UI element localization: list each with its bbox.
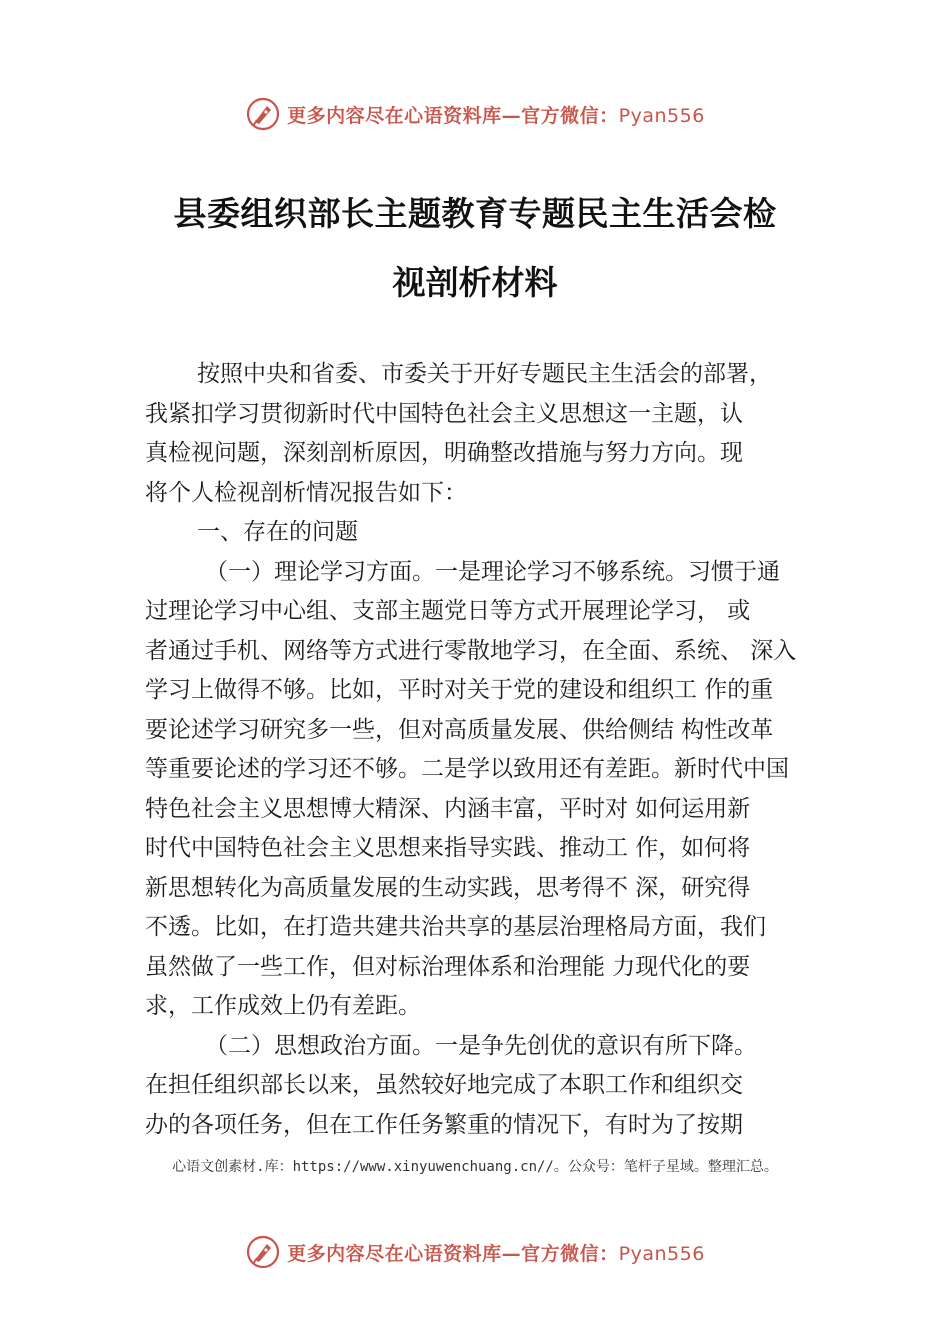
body-line: 真检视问题，深刻剖析原因，明确整改措施与努力方向。现 [145, 440, 743, 466]
body-line: 学习上做得不够。比如，平时对关于党的建设和组织工 作的重 [145, 677, 774, 703]
body-line: 按照中央和省委、市委关于开好专题民主生活会的部署， [197, 361, 772, 387]
body-line: （一）理论学习方面。一是理论学习不够系统。习惯于通 [205, 558, 780, 585]
body-line: 在担任组织部长以来，虽然较好地完成了本职工作和组织交 [145, 1072, 743, 1098]
document-title-line-1: 县委组织部长主题教育专题民主生活会检 [173, 194, 777, 233]
body-line: 求，工作成效上仍有差距。 [145, 993, 421, 1019]
body-line: 要论述学习研究多一些，但对高质量发展、供给侧结 构性改革 [145, 716, 774, 743]
banner-text: 更多内容尽在心语资料库—官方微信：Pyan556 [287, 1242, 705, 1265]
footer-banner [0, 1232, 950, 1272]
body-line: 将个人检视剖析情况报告如下： [145, 479, 467, 506]
body-line: 时代中国特色社会主义思想来指导实践、推动工 作，如何将 [145, 835, 751, 861]
body-line: （二）思想政治方面。一是争先创优的意识有所下降。 [205, 1032, 757, 1059]
body-line: 者通过手机、网络等方式进行零散地学习，在全面、系统、 深入 [145, 637, 797, 664]
header-banner [0, 94, 950, 134]
pen-nib-logo-icon [245, 1234, 281, 1270]
body-line: 我紧扣学习贯彻新时代中国特色社会主义思想这一主题，认 [145, 400, 743, 427]
source-footnote: 心语文创素材.库：https://www.xinyuwenchuang.cn//。公众号：笔杆子星域。整理汇总。 [172, 1159, 778, 1175]
banner-text: 更多内容尽在心语资料库—官方微信：Pyan556 [287, 104, 705, 127]
banner-wechat-id: Pyan556 [618, 104, 705, 127]
body-line: 虽然做了一些工作，但对标治理体系和治理能 力现代化的要 [145, 953, 751, 980]
banner-wechat-id: Pyan556 [618, 1242, 705, 1265]
body-line: 等重要论述的学习还不够。二是学以致用还有差距。新时代中国 [145, 756, 789, 782]
document-body [145, 355, 835, 1145]
body-line: 特色社会主义思想博大精深、内涵丰富，平时对 如何运用新 [145, 795, 751, 822]
body-line: 办的各项任务，但在工作任务繁重的情况下，有时为了按期 [145, 1111, 743, 1138]
body-line: 新思想转化为高质量发展的生动实践，思考得不 深，研究得 [145, 874, 751, 901]
document-title-line-2: 视剖析材料 [392, 263, 558, 302]
body-line: 不透。比如，在打造共建共治共享的基层治理格局方面，我们 [145, 914, 766, 940]
body-line: 过理论学习中心组、支部主题党日等方式开展理论学习， 或 [145, 598, 751, 624]
pen-nib-logo-icon [245, 96, 281, 132]
section-heading: 一、存在的问题 [197, 519, 358, 545]
